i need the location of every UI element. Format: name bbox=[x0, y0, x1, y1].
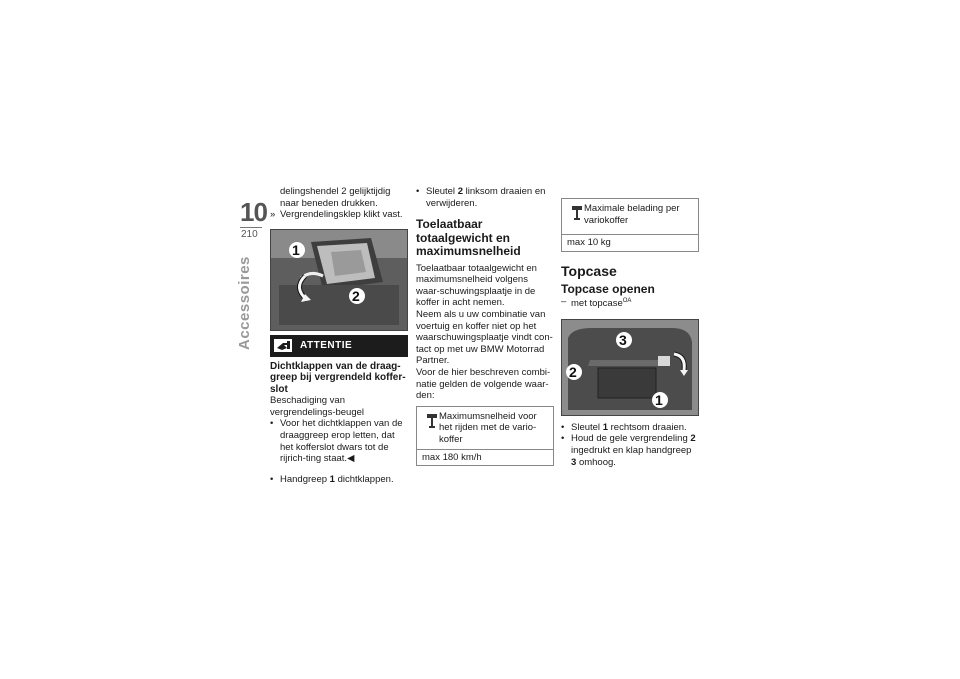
gauge-tool-icon bbox=[427, 414, 437, 428]
photo-callout-2: 2 bbox=[569, 363, 577, 380]
step-ref-number: 1 bbox=[329, 473, 335, 485]
topcase-subheading: Topcase openen bbox=[561, 281, 655, 296]
bullet-icon: • bbox=[416, 186, 420, 197]
step-text: linksom draaien en verwijderen. bbox=[426, 186, 546, 209]
max-speed-box bbox=[416, 406, 554, 466]
step-remove-key bbox=[416, 186, 554, 209]
bullet-icon: • bbox=[561, 421, 565, 433]
max-speed-value: max 180 km/h bbox=[417, 449, 553, 466]
warning-title: Dichtklappen van de draag-greep bij vergrendeld koffer-slot bbox=[270, 360, 406, 395]
step-text: Handgreep bbox=[280, 473, 328, 485]
attention-banner bbox=[270, 335, 408, 357]
end-mark-icon: ◀ bbox=[347, 453, 355, 465]
bullet-icon: • bbox=[270, 418, 274, 430]
step-ref-number: 1 bbox=[602, 421, 608, 433]
step-text: Sleutel bbox=[571, 421, 601, 433]
step-text: rechtsom draaien. bbox=[610, 421, 687, 433]
option-text: met topcase bbox=[571, 298, 623, 310]
attention-label: ATTENTIE bbox=[300, 339, 353, 351]
option-superscript: OA bbox=[622, 298, 632, 305]
section-label: Accessoires bbox=[236, 256, 253, 350]
step-text: Houd de gele vergrendeling bbox=[571, 433, 688, 445]
gauge-tool-icon bbox=[572, 206, 582, 220]
step-close-handle bbox=[270, 474, 408, 486]
paragraph: Neem als u uw combinatie van voertuig en koffer niet op het waarschuwingsplaatje vindt con-tact op met uw BMW Motorrad Partner. bbox=[416, 309, 553, 367]
step-turn-key bbox=[561, 422, 699, 434]
topcase-heading: Topcase bbox=[561, 262, 617, 279]
step-text: omhoog. bbox=[578, 456, 616, 468]
warning-bullet-text: Voor het dichtklappen van de draaggreep erop letten, dat het kofferslot dwars tot de rijrich-ting staat. bbox=[280, 418, 403, 465]
chapter-divider bbox=[240, 227, 262, 228]
column-3 bbox=[561, 198, 699, 468]
step-text: dichtklappen. bbox=[337, 473, 394, 485]
paragraph: Voor de hier beschreven combi-natie gelden de volgende waar-den: bbox=[416, 367, 551, 402]
hand-warning-icon bbox=[274, 339, 292, 352]
option-line bbox=[561, 296, 699, 310]
page-number: 210 bbox=[241, 229, 258, 240]
paragraph: Toelaatbaar totaalgewicht en maximumsnelheid volgens waar-schuwingsplaatje in de koffer in acht nemen. bbox=[416, 262, 537, 309]
warning-bullet bbox=[270, 418, 408, 464]
step-text: Sleutel bbox=[426, 186, 456, 197]
photo-callout-1: 1 bbox=[655, 391, 663, 408]
column-1 bbox=[270, 186, 408, 485]
photo-callout-1: 1 bbox=[292, 241, 300, 258]
section-heading: Toelaatbaar totaalgewicht en maximumsnelheid bbox=[416, 217, 521, 259]
max-load-box bbox=[561, 198, 699, 252]
photo-topcase bbox=[561, 319, 699, 416]
dash-marker: – bbox=[561, 296, 567, 308]
photo-callout-2: 2 bbox=[352, 287, 360, 304]
step-ref-number: 3 bbox=[571, 456, 577, 468]
step-ref-number: 2 bbox=[457, 186, 463, 197]
step-open-handle bbox=[561, 433, 699, 468]
bullet-icon: • bbox=[561, 433, 565, 445]
bullet-icon: • bbox=[270, 473, 274, 485]
max-speed-title: Maximumsnelheid voor het rijden met de vario-koffer bbox=[439, 410, 537, 445]
photo-case-lock bbox=[270, 229, 408, 331]
step-text: ingedrukt en klap handgreep bbox=[571, 445, 692, 457]
max-load-value: max 10 kg bbox=[562, 234, 698, 251]
max-load-title: Maximale belading per variokoffer bbox=[584, 203, 680, 226]
result-text: Vergrendelingsklep klikt vast. bbox=[280, 209, 403, 221]
warning-description: Beschadiging van vergrendelings-beugel bbox=[270, 395, 365, 418]
column-2 bbox=[416, 186, 554, 466]
chapter-number: 10 bbox=[240, 197, 267, 227]
continued-text: delingshendel 2 gelijktijdig naar beneden drukken. bbox=[280, 186, 391, 209]
step-ref-number: 2 bbox=[690, 433, 696, 445]
photo-callout-3: 3 bbox=[619, 331, 627, 348]
result-marker: » bbox=[270, 209, 276, 221]
result-line bbox=[270, 209, 408, 221]
